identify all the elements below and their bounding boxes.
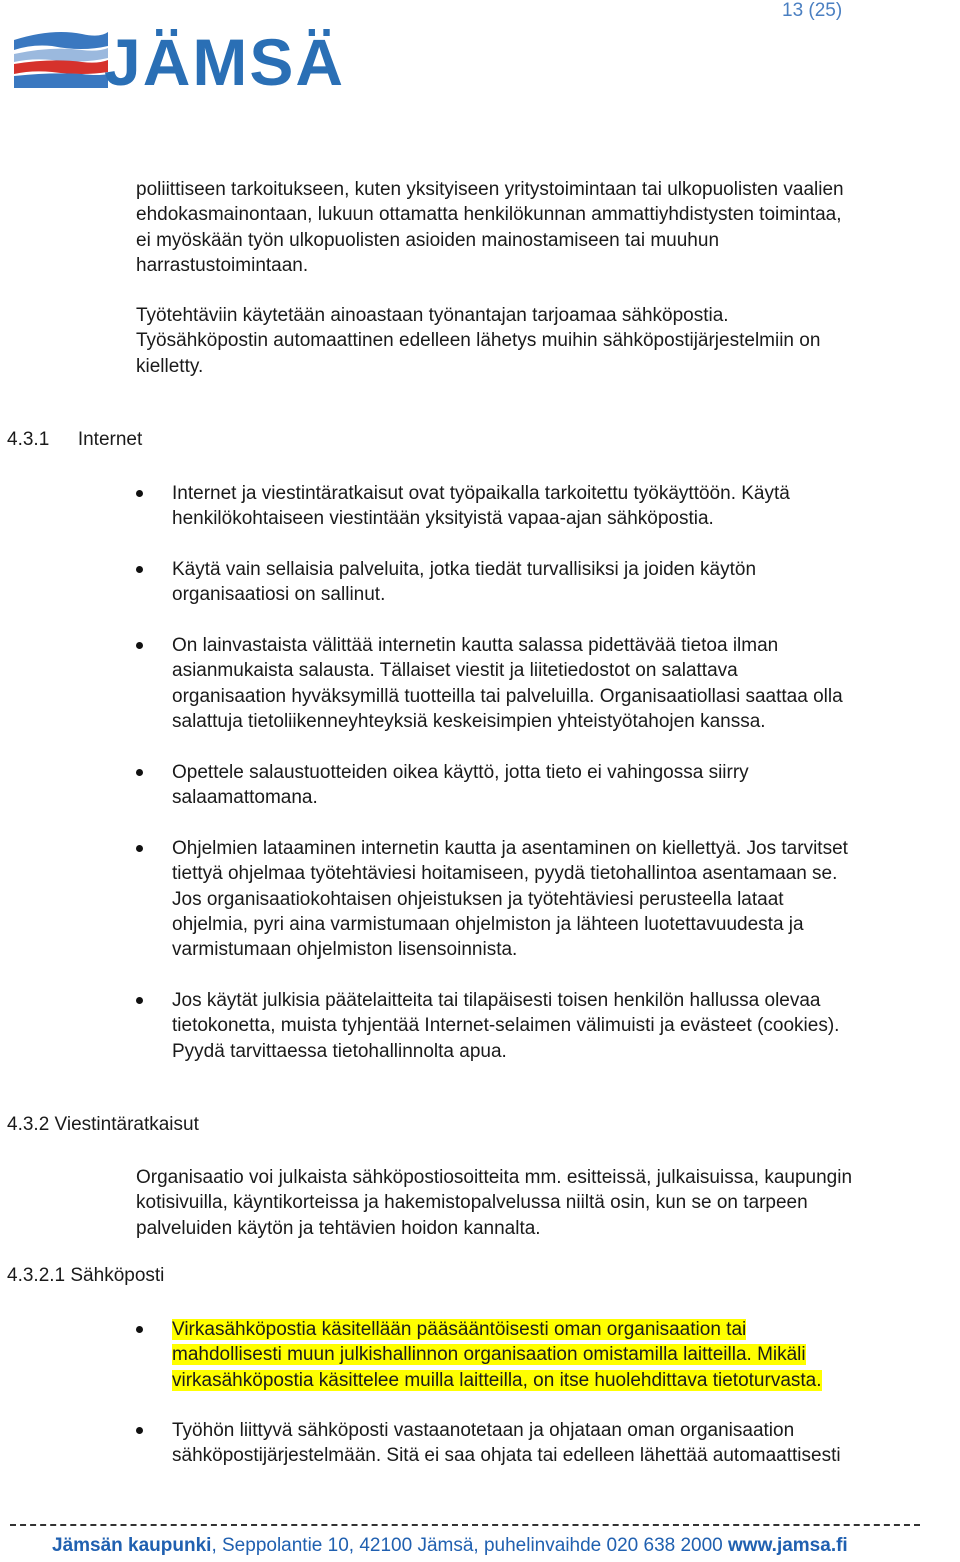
text-line: varmistumaan ohjelmiston lisensoinnista. — [172, 939, 518, 961]
bullet-icon — [136, 769, 143, 776]
text-line: Organisaatio voi julkaista sähköpostiosoitteita mm. esitteissä, julkaisuissa, kaupungin — [136, 1167, 853, 1188]
bullet-icon — [136, 997, 143, 1004]
text-line: ei myöskään työn ulkopuolisten asioiden mainostamiseen tai muuhun — [136, 229, 720, 251]
text-line: Pyydä tarvittaessa tietohallinnolta apua. — [172, 1040, 507, 1062]
intro-paragraph-2 — [136, 303, 936, 379]
text-line: Jos käytät julkisia päätelaitteita tai tilapäisesti toisen henkilön hallussa olevaa — [172, 990, 821, 1011]
text-line: Työsähköpostin automaattinen edelleen lähetys muihin sähköpostijärjestelmiin on — [136, 330, 821, 352]
text-line: poliittiseen tarkoitukseen, kuten yksityiseen yritystoimintaan tai ulkopuolisten vaalien — [136, 179, 844, 200]
text-line: salattuja tietoliikenneyhteyksiä keskeisimpien yhteistyötahojen kanssa. — [172, 710, 766, 732]
text-line: tietokonetta, muista tyhjentää Internet-selaimen välimuisti ja evästeet (cookies). — [172, 1015, 840, 1037]
text-line: kotisivuilla, käyntikorteissa ja hakemistopalvelussa niiltä osin, kun se on tarpeen — [136, 1192, 808, 1214]
page-number: 13 (25) — [782, 0, 843, 21]
viestinta-paragraph — [136, 1165, 960, 1241]
jamsa-logo — [12, 22, 346, 102]
footer — [52, 1535, 848, 1557]
text-line: On lainvastaista välittää internetin kautta salassa pidettävää tietoa ilman — [172, 635, 779, 656]
section-heading-4-3-1 — [7, 429, 142, 451]
bullet-icon — [136, 642, 143, 649]
text-line: asianmukaista salausta. Tällaiset viestit ja liitetiedostot on salattava — [172, 660, 738, 682]
text-line: Työhön liittyvä sähköposti vastaanotetaan ja ohjataan oman organisaation — [172, 1420, 795, 1441]
text-line: Käytä vain sellaisia palveluita, jotka tiedät turvallisiksi ja joiden käytön — [172, 559, 757, 580]
text-line: sähköpostijärjestelmään. Sitä ei saa ohjata tai edelleen lähettää automaattisesti — [172, 1445, 841, 1467]
footer-web-link[interactable]: www.jamsa.fi — [728, 1535, 848, 1556]
text-line: virkasähköpostia käsittelee muilla laitteilla, on itse huolehdittava tietoturvasta. — [172, 1369, 822, 1391]
text-line: palveluiden käytön ja tehtävien hoidon kannalta. — [136, 1217, 541, 1239]
text-line: tiettyä ohjelmaa työtehtäviesi hoitamiseen, pyydä tietohallintoa asentamaan se. — [172, 863, 838, 885]
bullet-icon — [136, 566, 143, 573]
bullet-icon — [136, 490, 143, 497]
logo-text: JÄMSÄ — [104, 25, 346, 99]
section-heading-4-3-2: 4.3.2 Viestintäratkaisut — [7, 1114, 199, 1135]
text-line: Jos organisaatiokohtaisen ohjeistuksen ja työtehtäviesi perusteella lataat — [172, 888, 784, 910]
text-line: organisaatiosi on sallinut. — [172, 584, 386, 606]
text-line: Ohjelmien lataaminen internetin kautta ja asentaminen on kiellettyä. Jos tarvitset — [172, 838, 848, 859]
section-title: Internet — [77, 429, 143, 450]
text-line: Internet ja viestintäratkaisut ovat työpaikalla tarkoitettu työkäyttöön. Käytä — [172, 483, 790, 504]
bullet-icon — [136, 845, 143, 852]
text-line: salaamattomana. — [172, 787, 318, 809]
text-line: mahdollisesti muun julkishallinnon organisaation omistamilla laitteilla. Mikäli — [172, 1344, 806, 1366]
footer-org: Jämsän kaupunki — [52, 1535, 212, 1556]
footer-divider — [10, 1524, 920, 1526]
intro-paragraph — [136, 177, 936, 278]
section-number: 4.3.1 — [7, 429, 50, 450]
text-line: kielletty. — [136, 355, 204, 377]
text-line: ohjelmia, pyri aina varmistumaan ohjelmiston ja lähteen luotettavuudesta ja — [172, 913, 804, 935]
footer-address: , Seppolantie 10, 42100 Jämsä, puhelinvaihde 020 638 2000 — [211, 1535, 729, 1556]
text-line: organisaation hyväksymillä tuotteilla tai palveluilla. Organisaatiollasi saattaa olla — [172, 685, 843, 707]
text-line: Työtehtäviin käytetään ainoastaan työnantajan tarjoamaa sähköpostia. — [136, 305, 729, 326]
text-line: harrastustoimintaan. — [136, 254, 309, 276]
text-line: Opettele salaustuotteiden oikea käyttö, jotta tieto ei vahingossa siirry — [172, 762, 749, 783]
section-heading-4-3-2-1: 4.3.2.1 Sähköposti — [7, 1265, 165, 1286]
bullet-icon — [136, 1326, 143, 1333]
text-line: henkilökohtaiseen viestintään yksityistä vapaa-ajan sähköpostia. — [172, 508, 714, 530]
bullet-icon — [136, 1427, 143, 1434]
text-line: Virkasähköpostia käsitellään pääsääntöisesti oman organisaation tai — [172, 1319, 747, 1340]
text-line: ehdokasmainontaan, lukuun ottamatta henkilökunnan ammattiyhdistysten toimintaa, — [136, 204, 842, 226]
